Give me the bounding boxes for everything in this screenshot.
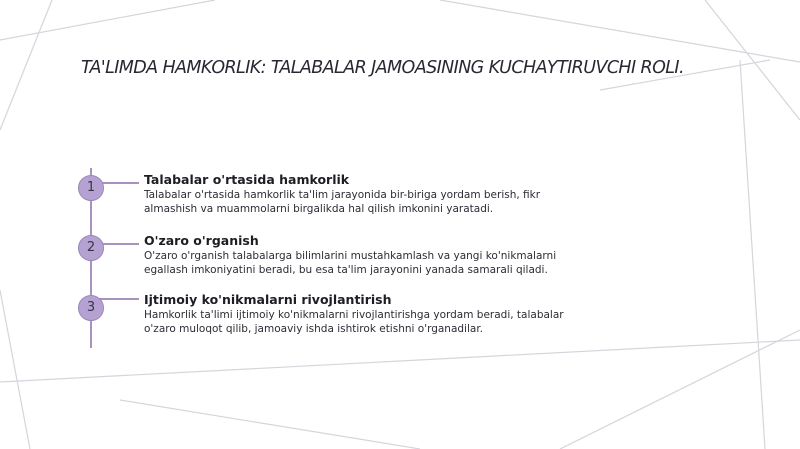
step-number-badge: 3 — [78, 295, 104, 321]
step-number-badge: 2 — [78, 235, 104, 261]
item-text: Talabalar o'rtasida hamkorlik ta'lim jarayonida bir-biriga yordam berish, fikr almashish va muammolarni birgalikda hal qilish imkonini yaratadi. — [144, 189, 541, 215]
item-heading: Talabalar o'rtasida hamkorlik — [144, 172, 350, 187]
list-item — [144, 292, 564, 336]
item-text: Hamkorlik ta'limi ijtimoiy ko'nikmalarni rivojlantirishga yordam beradi, talabalar o'zaro muloqot qilib, jamoaviy ishda ishtirok etishni o'rganadilar. — [144, 309, 564, 335]
item-text: O'zaro o'rganish talabalarga bilimlarini mustahkamlash va yangi ko'nikmalarni egallash imkoniyatini beradi, bu esa ta'lim jarayonini yanada samarali qiladi. — [144, 250, 557, 276]
list-item — [144, 233, 564, 277]
step-number-badge: 1 — [78, 175, 104, 201]
page-title: TA'LIMDA HAMKORLIK: TALABALAR JAMOASINING KUCHAYTIRUVCHI ROLI. — [81, 58, 684, 78]
list-item — [144, 172, 564, 216]
item-heading: O'zaro o'rganish — [144, 233, 259, 248]
item-heading: Ijtimoiy ko'nikmalarni rivojlantirish — [144, 292, 392, 307]
